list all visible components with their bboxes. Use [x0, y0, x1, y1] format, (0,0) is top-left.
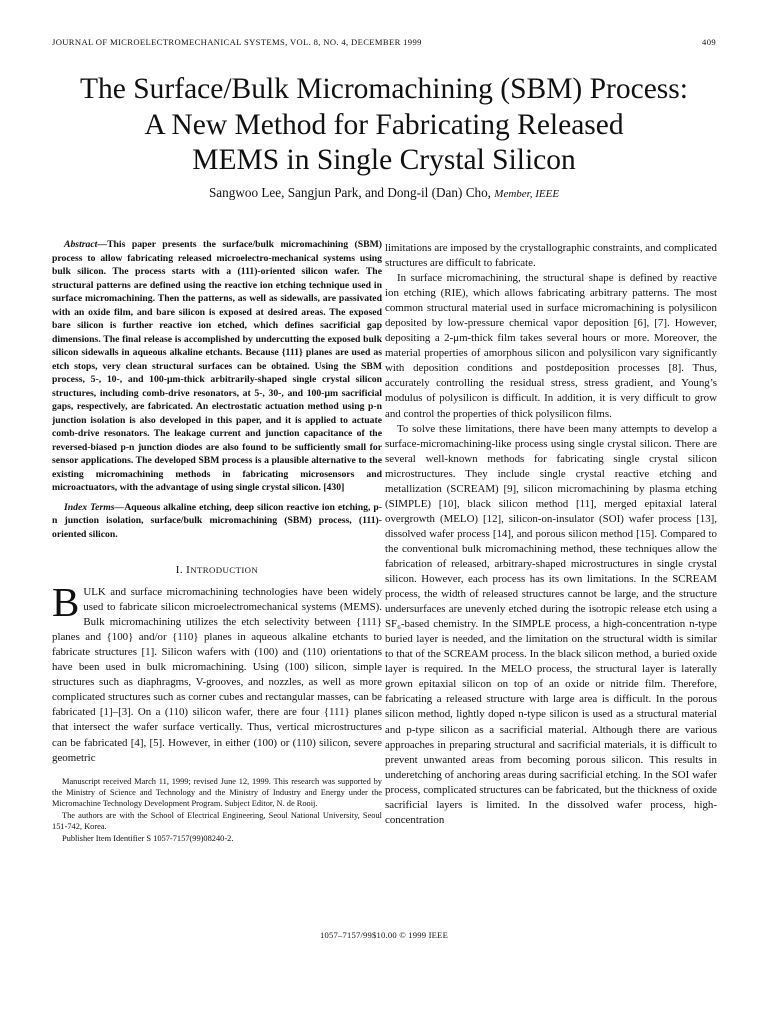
right-column — [385, 241, 717, 828]
drop-cap: B — [52, 579, 80, 626]
footnote-identifier: Publisher Item Identifier S 1057-7157(99)08240-2. — [62, 833, 234, 843]
section-first-letter: I — [186, 564, 191, 576]
abstract-text: This paper presents the surface/bulk micromachining (SBM) process to allow fabricating released microelectro-mechanical systems using bulk silicon. The process starts with a (111)-oriented silicon wafer. The structural patterns are defined using the reactive ion etching technique used in surface micromachining. Then the patterns, as well as sidewalls, are passivated with an oxide film, and bare silicon is exposed at desired areas. The exposed bare silicon is further reactive ion etched, which defines sacrificial gap dimensions. The final release is accomplished by undercutting the exposed bulk silicon sidewalls in aqueous alkaline etchants. Because {111} planes are used as etch stops, very clean structural surfaces can be obtained. Using the SBM process, 5-, 10-, and 100-μm-thick arbitrarily-shaped single crystal silicon structures, including comb-drive resonators, at 5-, 30-, and 100-μm sacrificial gaps, respectively, are fabricated. An electrostatic actuation method using p-n junction isolation is also developed in this paper, and it is applied to actuate comb-drive resonators. The leakage current and junction capacitance of the reversed-biased p-n junction diodes are also found to be sufficiently small for sensor applications. The developed SBM process is a plausible alternative to the existing micromachining methods in fabricating microsensors and microactuators, with the advantage of using single crystal silicon. [430] — [52, 239, 382, 493]
abstract — [52, 238, 382, 495]
section-heading — [52, 563, 382, 578]
index-terms-text: Aqueous alkaline etching, deep silicon reactive ion etching, p-n junction isolation, surface/bulk micromachining (SBM) process, (111)-oriented silicon. — [52, 501, 382, 540]
journal-name: JOURNAL OF MICROELECTROMECHANICAL SYSTEMS, VOL. 8, NO. 4, DECEMBER 1999 — [52, 37, 422, 47]
intro-text: ULK and surface micromachining technologies have been widely used to fabricate silicon microelectromechanical systems (MEMS). Bulk micromachining utilizes the etch selectivity between {111} planes and {100} and/or {110} planes in aqueous alkaline etchants to fabricate structures [1]. Silicon wafers with (100) and (110) orientations have been used in bulk micromachining. Using (100) silicon, simple structures such as diaphragms, V-grooves, and nozzles, as well as more complicated structures such as corner cubes and rectangular masses, can be fabricated [1]–[3]. On a (110) silicon wafer, there are four {111} planes that intersect the wafer surface vertically. Thus, vertical microstructures can be fabricated [4], [5]. However, in either (100) or (110) silicon, severe geometric — [52, 586, 382, 764]
footnotes — [52, 776, 382, 844]
author-membership: Member, IEEE — [494, 188, 560, 200]
footnote-affiliation: The authors are with the School of Electrical Engineering, Seoul National University, Seoul 151-742, Korea. — [52, 810, 382, 832]
footnote-manuscript: Manuscript received March 11, 1999; revised June 12, 1999. This research was supported by the Ministry of Science and Technology and the Ministry of Industry and Energy under the Micromachine Technology Development Program. Subject Editor, N. de Rooij. — [52, 776, 382, 809]
paper-title — [30, 72, 738, 179]
left-column — [52, 238, 382, 844]
paragraph-single-crystal-methods: To solve these limitations, there have been many attempts to develop a surface-micromachining-like process using single crystal silicon. There are several well-known methods for fabricating single crystal silicon microstructures. They include single crystal reactive etching and metallization (SCREAM) [9], silicon micromachining by plasma etching (SIMPLE) [10], black silicon method [11], merged epitaxial lateral overgrowth (MELO) [12], silicon-on-insulator (SOI) wafer process [13], dissolved wafer process [14], and porous silicon method [15]. Compared to the conventional bulk micromachining method, these techniques allow the fabrication of released, arbitrary-shaped microstructures in single crystal silicon. However, each process has its own limitations. In the SCREAM process, the width of released structures cannot be large, and the structure undersurfaces are unevenly etched during the isotropic release etch using a SF₆-based chemistry. In the SIMPLE process, a high-concentration n-type buried layer is needed, and the limitation on the structural width is similar to that of the SCREAM process. In the black silicon method, a buried oxide layer is required. In the MELO process, the structural layer is laterally grown epitaxial silicon on top of an oxide or nitride film. Therefore, fabricating a released structure with large area is difficult. In the porous silicon method, lightly doped n-type silicon is used as a structural material and p-type silicon as a sacrificial material. Although there are various approaches in preparing structural and sacrificial materials, it is difficult to prevent unwanted areas from becoming porous silicon. This results in underetching of anchoring areas during sacrificial etching. In the SOI wafer process, complicated structures can be fabricated, but the thickness of oxide sacrificial layers is limited. In the dissolved wafer process, high-concentration — [385, 422, 717, 826]
copyright-footer: 1057–7157/99$10.00 © 1999 IEEE — [319, 930, 449, 940]
intro-paragraph — [52, 579, 382, 766]
running-header — [52, 37, 716, 47]
section-number: I. — [175, 564, 184, 576]
title-line-3: MEMS in Single Crystal Silicon — [192, 144, 576, 176]
paragraph-surface-micromachining: In surface micromachining, the structural shape is defined by reactive ion etching (RIE), which allows fabricating arbitrary patterns. The most common structural material used in surface micromachining is polysilicon deposited by low-pressure chemical vapor deposition [6], [7]. However, depositing a 2-μm-thick film takes several hours or more. Moreover, the material properties of amorphous silicon and polysilicon vary significantly with deposition conditions and postdeposition processes [8]. Thus, accurately controlling the residual stress, stress gradient, and Young’s modulus of polysilicon is difficult. In addition, it is very difficult to grow and control the properties of thick polysilicon films. — [385, 272, 717, 420]
abstract-lead: Abstract— — [64, 239, 108, 250]
index-terms — [52, 501, 382, 542]
author-line — [30, 185, 738, 201]
page-number: 409 — [702, 37, 716, 47]
index-terms-lead: Index Terms— — [64, 501, 125, 513]
title-line-1: The Surface/Bulk Micromachining (SBM) Process: — [80, 73, 688, 105]
title-line-2: A New Method for Fabricating Released — [144, 108, 624, 141]
author-names: Sangwoo Lee, Sangjun Park, and Dong-il (Dan) Cho, — [208, 185, 491, 200]
paragraph-continuation: limitations are imposed by the crystallographic constraints, and complicated structures are difficult to fabricate. — [385, 242, 717, 270]
section-title-rest: NTRODUCTION — [190, 565, 259, 575]
